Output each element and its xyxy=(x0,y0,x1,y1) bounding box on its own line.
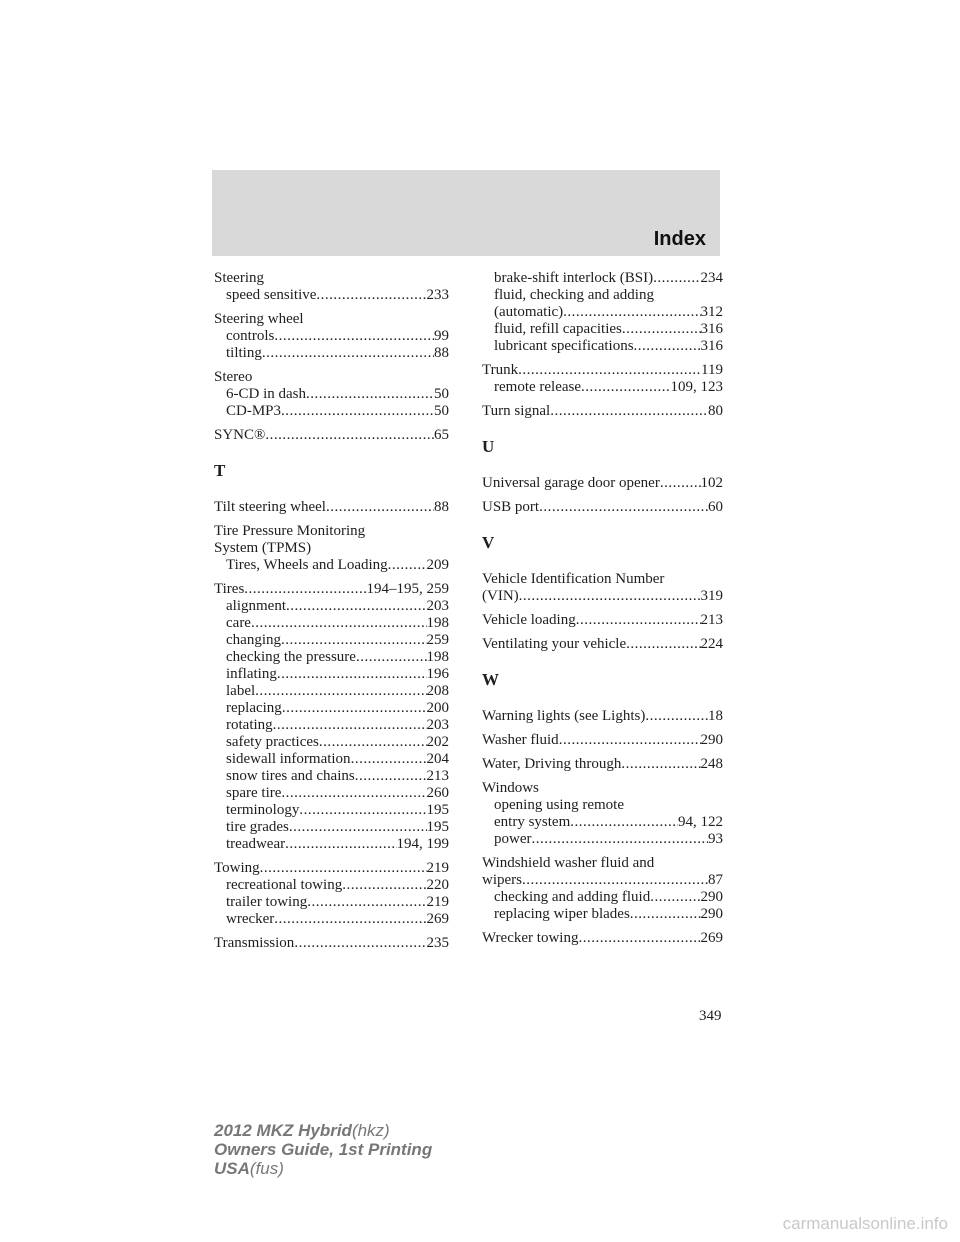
dot-leader xyxy=(262,345,434,362)
index-page-ref: 93 xyxy=(708,831,723,847)
index-term-text: changing xyxy=(226,632,281,648)
index-subentry xyxy=(214,819,449,836)
index-subentry xyxy=(214,287,449,304)
dot-leader xyxy=(351,751,427,768)
index-page-ref: 87 xyxy=(708,872,723,888)
dot-leader xyxy=(622,321,701,338)
index-term-text: USB port xyxy=(482,499,540,515)
dot-leader xyxy=(634,338,701,355)
index-page-ref: 50 xyxy=(434,386,449,402)
index-term-text: Trunk xyxy=(482,362,519,378)
header-band xyxy=(212,170,720,256)
index-page-ref: 316 xyxy=(700,338,723,354)
index-page-ref: 220 xyxy=(426,877,449,893)
index-entry xyxy=(482,636,723,653)
index-term-text: label xyxy=(226,683,256,699)
index-entry xyxy=(214,311,449,362)
dot-leader xyxy=(260,860,427,877)
index-letter-heading: T xyxy=(214,461,226,480)
dot-leader xyxy=(265,427,434,444)
index-column-right xyxy=(482,270,723,954)
index-page-ref: 119 xyxy=(701,362,723,378)
index-term-text: controls xyxy=(226,328,275,344)
index-term xyxy=(214,311,449,328)
index-subentry xyxy=(214,598,449,615)
index-subentry xyxy=(214,894,449,911)
index-page-ref: 194, 199 xyxy=(396,836,449,852)
index-term xyxy=(482,930,723,947)
dot-leader xyxy=(244,581,366,598)
index-entry xyxy=(482,362,723,396)
index-entry xyxy=(482,732,723,749)
index-term-text: fluid, checking and adding xyxy=(494,287,654,303)
index-entry xyxy=(482,571,723,605)
index-entry xyxy=(482,780,723,848)
index-page-ref: 99 xyxy=(434,328,449,344)
index-term-text: alignment xyxy=(226,598,286,614)
index-subentry xyxy=(214,649,449,666)
index-term-text: power xyxy=(494,831,532,847)
index-term-text: speed sensitive xyxy=(226,287,317,303)
index-term-text: remote release xyxy=(494,379,582,395)
index-term-text: Towing xyxy=(214,860,260,876)
index-term-text: care xyxy=(226,615,251,631)
dot-leader xyxy=(356,649,427,666)
index-subentry xyxy=(482,338,723,355)
index-term xyxy=(482,756,723,773)
index-subentry xyxy=(482,889,723,906)
index-term xyxy=(214,499,449,516)
dot-leader xyxy=(550,403,708,420)
index-term-text: Transmission xyxy=(214,935,295,951)
index-subentry xyxy=(214,683,449,700)
dot-leader xyxy=(281,632,427,649)
index-term-text: brake-shift interlock (BSI) xyxy=(494,270,654,286)
index-page-ref: 60 xyxy=(708,499,723,515)
index-term-text: opening using remote xyxy=(494,797,624,813)
index-term xyxy=(214,270,449,287)
index-term-text: wipers xyxy=(482,872,522,888)
index-page-ref: 235 xyxy=(426,935,449,951)
index-subentry xyxy=(214,386,449,403)
index-page-ref: 269 xyxy=(426,911,449,927)
index-subentry xyxy=(482,814,723,831)
index-subentry xyxy=(482,831,723,848)
section-title: Index xyxy=(653,228,706,250)
dot-leader xyxy=(653,270,700,287)
index-subentry xyxy=(214,877,449,894)
index-entry xyxy=(482,475,723,492)
index-subentry xyxy=(214,768,449,785)
dot-leader xyxy=(532,831,709,848)
index-subentry xyxy=(214,734,449,751)
index-term-text: Turn signal xyxy=(482,403,551,419)
index-term xyxy=(214,581,449,598)
index-subentry xyxy=(214,345,449,362)
dot-leader xyxy=(650,889,700,906)
index-term-text: Ventilating your vehicle xyxy=(482,636,627,652)
index-term xyxy=(482,403,723,420)
footer-model-code: (hkz) xyxy=(351,1121,390,1140)
footer-region-code: (fus) xyxy=(249,1159,284,1178)
index-entry xyxy=(482,403,723,420)
dot-leader xyxy=(630,906,701,923)
dot-leader xyxy=(281,403,434,420)
index-page-ref: 290 xyxy=(700,732,723,748)
index-subentry xyxy=(214,802,449,819)
index-term-text: wrecker xyxy=(226,911,275,927)
index-term-text: recreational towing xyxy=(226,877,343,893)
dot-leader xyxy=(519,588,701,605)
index-term-text: replacing wiper blades xyxy=(494,906,630,922)
footer-guide: Owners Guide, 1st Printing xyxy=(214,1140,433,1159)
index-term-text: Universal garage door opener xyxy=(482,475,660,491)
index-entry xyxy=(482,708,723,725)
dot-leader xyxy=(286,598,427,615)
index-term-text: Wrecker towing xyxy=(482,930,579,946)
dot-leader xyxy=(645,708,708,725)
index-page-ref: 219 xyxy=(426,860,449,876)
index-term xyxy=(482,780,723,797)
index-term-text: rotating xyxy=(226,717,273,733)
index-entry xyxy=(482,612,723,629)
footer-model: 2012 MKZ Hybrid xyxy=(214,1121,352,1140)
index-page-ref: 88 xyxy=(434,345,449,361)
dot-leader xyxy=(518,362,701,379)
index-subentry xyxy=(214,785,449,802)
watermark: carmanualsonline.info xyxy=(782,1214,948,1233)
index-subentry xyxy=(482,321,723,338)
index-entry xyxy=(214,860,449,928)
dot-leader xyxy=(285,836,396,853)
index-subentry xyxy=(214,557,449,574)
index-subentry xyxy=(482,797,723,814)
index-term xyxy=(214,523,449,540)
index-term-text: Windshield washer fluid and xyxy=(482,855,655,871)
dot-leader xyxy=(281,785,426,802)
index-term-text: tire grades xyxy=(226,819,289,835)
index-entry xyxy=(482,499,723,516)
index-term-text: spare tire xyxy=(226,785,282,801)
index-page-ref: 202 xyxy=(426,734,449,750)
index-page-ref: 65 xyxy=(434,427,449,443)
page-number: 349 xyxy=(699,1008,722,1024)
index-term-text: sidewall information xyxy=(226,751,351,767)
index-page-ref: 200 xyxy=(426,700,449,716)
index-term-text: entry system xyxy=(494,814,571,830)
index-entry xyxy=(214,369,449,420)
index-term xyxy=(482,475,723,492)
index-term-text: lubricant specifications xyxy=(494,338,634,354)
index-term-text: Windows xyxy=(482,780,539,796)
index-term-text: Tires, Wheels and Loading xyxy=(226,557,388,573)
index-subentry xyxy=(214,911,449,928)
index-term-text: trailer towing xyxy=(226,894,308,910)
dot-leader xyxy=(578,930,700,947)
index-term-text: checking and adding fluid xyxy=(494,889,651,905)
index-subentry xyxy=(482,287,723,304)
index-term xyxy=(482,872,723,889)
index-page-ref: 233 xyxy=(426,287,449,303)
index-entry xyxy=(482,930,723,947)
index-subentry xyxy=(482,906,723,923)
index-page-ref: 248 xyxy=(700,756,723,772)
index-subentry xyxy=(482,304,723,321)
index-subentry xyxy=(482,270,723,287)
index-subentry xyxy=(214,615,449,632)
index-term-text: Water, Driving through xyxy=(482,756,622,772)
index-term-text: Vehicle loading xyxy=(482,612,576,628)
dot-leader xyxy=(255,683,426,700)
dot-leader xyxy=(559,732,701,749)
dot-leader xyxy=(274,328,434,345)
dot-leader xyxy=(274,911,426,928)
index-term-text: Warning lights (see Lights) xyxy=(482,708,646,724)
index-page-ref: 88 xyxy=(434,499,449,515)
index-term xyxy=(482,362,723,379)
dot-leader xyxy=(626,636,700,653)
dot-leader xyxy=(277,666,427,683)
index-term-text: terminology xyxy=(226,802,300,818)
index-letter-heading: U xyxy=(482,437,495,456)
index-entry xyxy=(214,270,449,304)
index-term-text: replacing xyxy=(226,700,282,716)
index-page-ref: 203 xyxy=(426,598,449,614)
index-letter-heading: W xyxy=(482,670,499,689)
index-page-ref: 290 xyxy=(700,906,723,922)
index-page-ref: 80 xyxy=(708,403,723,419)
index-letter-heading: V xyxy=(482,533,495,552)
index-term xyxy=(482,732,723,749)
index-term-text: Steering wheel xyxy=(214,311,304,327)
index-subentry xyxy=(214,700,449,717)
index-term xyxy=(482,571,723,588)
index-term-text: tilting xyxy=(226,345,262,361)
index-page-ref: 290 xyxy=(700,889,723,905)
index-term-text: Vehicle Identification Number xyxy=(482,571,665,587)
index-term xyxy=(482,499,723,516)
dot-leader xyxy=(581,379,670,396)
index-term-text: (VIN) xyxy=(482,588,519,604)
index-term xyxy=(214,369,449,386)
index-term-text: Washer fluid xyxy=(482,732,559,748)
index-term-text: treadwear xyxy=(226,836,286,852)
index-page-ref: 196 xyxy=(426,666,449,682)
index-term-text: inflating xyxy=(226,666,277,682)
index-page-ref: 198 xyxy=(426,615,449,631)
index-page-ref: 198 xyxy=(426,649,449,665)
index-subentry xyxy=(214,403,449,420)
dot-leader xyxy=(306,386,434,403)
index-entry xyxy=(482,855,723,923)
dot-leader xyxy=(660,475,701,492)
index-page-ref: 259 xyxy=(426,632,449,648)
dot-leader xyxy=(539,499,708,516)
index-page-ref: 194–195, 259 xyxy=(366,581,449,597)
index-page-ref: 204 xyxy=(426,751,449,767)
index-term-text: (automatic) xyxy=(494,304,564,320)
index-entry xyxy=(214,427,449,444)
dot-leader xyxy=(251,615,427,632)
index-page-ref: 312 xyxy=(700,304,723,320)
index-term xyxy=(482,855,723,872)
index-term xyxy=(482,708,723,725)
index-page-ref: 269 xyxy=(700,930,723,946)
index-entry xyxy=(214,935,449,952)
dot-leader xyxy=(299,802,426,819)
index-term-text: Tire Pressure Monitoring xyxy=(214,523,366,539)
index-term xyxy=(482,636,723,653)
index-subentry xyxy=(482,379,723,396)
index-page-ref: 195 xyxy=(426,802,449,818)
index-term-text: CD-MP3 xyxy=(226,403,282,419)
index-term-text: SYNC® xyxy=(214,427,266,443)
index-subentry xyxy=(214,717,449,734)
footer-region: USA xyxy=(214,1159,250,1178)
index-subentry xyxy=(214,328,449,345)
dot-leader xyxy=(563,304,700,321)
index-page-ref: 94, 122 xyxy=(678,814,723,830)
index-entry xyxy=(214,581,449,853)
index-entry xyxy=(214,523,449,574)
index-term-text: 6-CD in dash xyxy=(226,386,306,402)
dot-leader xyxy=(522,872,708,889)
dot-leader xyxy=(319,734,427,751)
index-term-text: checking the pressure xyxy=(226,649,356,665)
index-term-text: Steering xyxy=(214,270,264,286)
index-term-text: System (TPMS) xyxy=(214,540,312,556)
dot-leader xyxy=(576,612,701,629)
index-term-text: safety practices xyxy=(226,734,319,750)
dot-leader xyxy=(570,814,678,831)
index-page-ref: 109, 123 xyxy=(670,379,723,395)
index-page-ref: 102 xyxy=(700,475,723,491)
index-subentry xyxy=(214,666,449,683)
dot-leader xyxy=(388,557,427,574)
index-term-text: Tilt steering wheel xyxy=(214,499,326,515)
index-term-text: fluid, refill capacities xyxy=(494,321,622,337)
index-term-text: snow tires and chains xyxy=(226,768,355,784)
index-page-ref: 50 xyxy=(434,403,449,419)
index-entry xyxy=(482,270,723,355)
index-subentry xyxy=(214,751,449,768)
dot-leader xyxy=(326,499,434,516)
index-subentry xyxy=(214,836,449,853)
index-page-ref: 219 xyxy=(426,894,449,910)
index-page-ref: 18 xyxy=(708,708,723,724)
index-page-ref: 224 xyxy=(700,636,723,652)
index-term xyxy=(482,588,723,605)
dot-leader xyxy=(289,819,427,836)
index-page-ref: 319 xyxy=(700,588,723,604)
index-page-ref: 234 xyxy=(700,270,723,286)
dot-leader xyxy=(307,894,426,911)
index-page-ref: 195 xyxy=(426,819,449,835)
index-entry xyxy=(214,499,449,516)
dot-leader xyxy=(282,700,427,717)
index-page-ref: 203 xyxy=(426,717,449,733)
index-page-ref: 213 xyxy=(426,768,449,784)
index-term-text: Tires xyxy=(214,581,245,597)
index-page-ref: 213 xyxy=(700,612,723,628)
index-term xyxy=(214,540,449,557)
index-page-ref: 208 xyxy=(426,683,449,699)
index-page-ref: 260 xyxy=(426,785,449,801)
dot-leader xyxy=(342,877,426,894)
index-subentry xyxy=(214,632,449,649)
index-page-ref: 209 xyxy=(426,557,449,573)
index-column-left xyxy=(214,270,449,959)
dot-leader xyxy=(316,287,426,304)
index-entry xyxy=(482,756,723,773)
document-footer xyxy=(214,1121,432,1178)
index-page-ref: 316 xyxy=(700,321,723,337)
index-term-text: Stereo xyxy=(214,369,253,385)
index-term xyxy=(214,427,449,444)
index-term xyxy=(482,612,723,629)
dot-leader xyxy=(355,768,427,785)
index-term xyxy=(214,935,449,952)
index-term xyxy=(214,860,449,877)
dot-leader xyxy=(294,935,426,952)
dot-leader xyxy=(621,756,700,773)
dot-leader xyxy=(273,717,427,734)
